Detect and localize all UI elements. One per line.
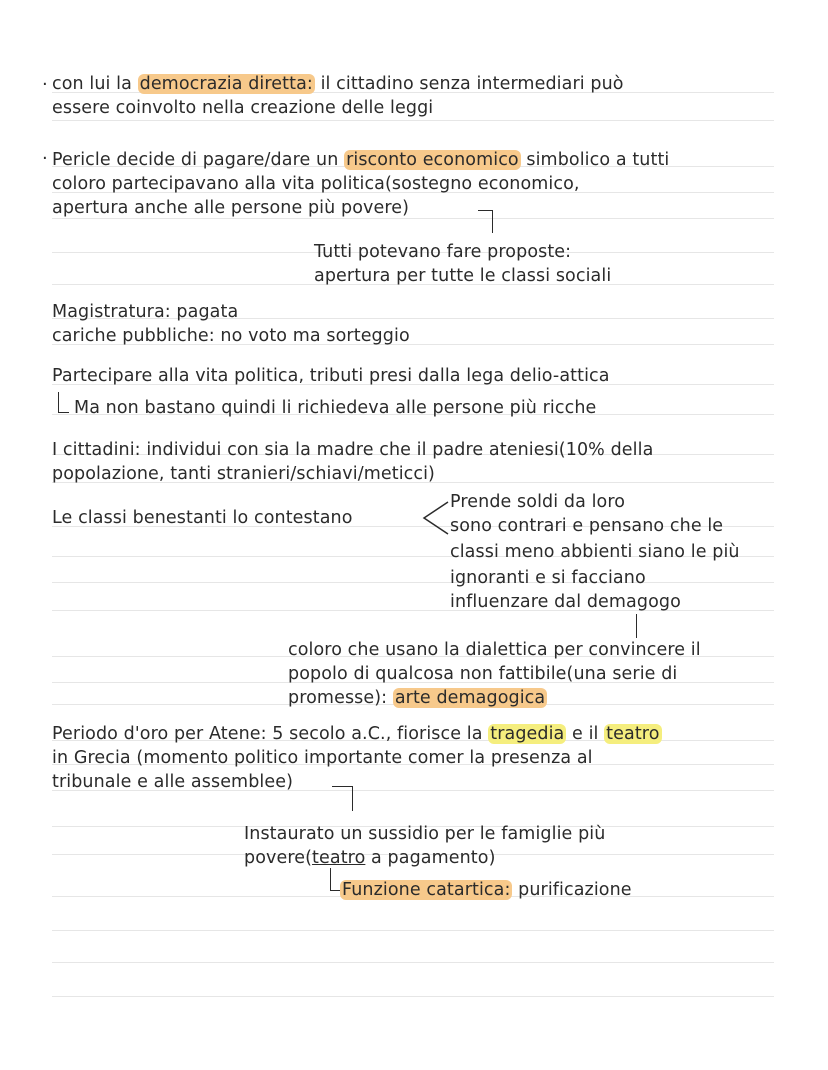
- bullet-dot: ·: [42, 74, 48, 95]
- periodo-line-1: Periodo d'oro per Atene: 5 secolo a.C., fiorisce la tragedia e il teatro: [52, 724, 660, 744]
- highlight-democrazia-diretta: democrazia diretta:: [139, 74, 313, 94]
- periodo-line-3: tribunale e alle assemblee): [52, 772, 294, 792]
- proposte-line-2: apertura per tutte le classi sociali: [314, 266, 612, 286]
- democrazia-line-2: essere coinvolto nella creazione delle leggi: [52, 98, 434, 118]
- highlight-arte-demagogica: arte demagogica: [394, 688, 546, 708]
- benestanti-branch-2-line-2: classi meno abbienti siano le più: [450, 542, 740, 562]
- catartica-line: Funzione catartica: purificazione: [342, 880, 632, 900]
- dialettica-line-3: promesse): arte demagogica: [288, 688, 546, 708]
- connector-bracket: [332, 786, 353, 811]
- cittadini-line-2: popolazione, tanti stranieri/schiavi/meticci): [52, 464, 435, 484]
- benestanti-branch-2-line-3: ignoranti e si facciano: [450, 568, 646, 588]
- branch-bracket: [420, 498, 450, 538]
- pericle-line-3: apertura anche alle persone più povere): [52, 198, 410, 218]
- connector-bracket: [478, 210, 493, 233]
- democrazia-line-1: con lui la democrazia diretta: il cittadino senza intermediari può: [52, 74, 624, 94]
- magistratura-line-2: cariche pubbliche: no voto ma sorteggio: [52, 326, 410, 346]
- sussidio-line-2: povere(teatro a pagamento): [244, 848, 496, 868]
- highlight-teatro: teatro: [606, 724, 660, 744]
- sussidio-line-1: Instaurato un sussidio per le famiglie più: [244, 824, 606, 844]
- benestanti-branch-2-line-4: influenzare dal demagogo: [450, 592, 681, 612]
- magistratura-line-1: Magistratura: pagata: [52, 302, 239, 322]
- tributi-line-1: Partecipare alla vita politica, tributi presi dalla lega delio-attica: [52, 366, 610, 386]
- connector-corner: [58, 392, 69, 413]
- ruled-line: [52, 962, 774, 963]
- proposte-line-1: Tutti potevano fare proposte:: [314, 242, 572, 262]
- bullet-dot: ·: [42, 148, 48, 169]
- dialettica-line-1: coloro che usano la dialettica per convincere il: [288, 640, 701, 660]
- pericle-line-1: Pericle decide di pagare/dare un risconto economico simbolico a tutti: [52, 150, 670, 170]
- benestanti-branch-1: Prende soldi da loro: [450, 492, 626, 512]
- underlined-teatro: teatro: [312, 848, 366, 868]
- ruled-line: [52, 582, 774, 583]
- ruled-line: [52, 930, 774, 931]
- benestanti-branch-2-line-1: sono contrari e pensano che le: [450, 516, 724, 536]
- connector-line: [636, 614, 637, 638]
- periodo-line-2: in Grecia (momento politico importante comer la presenza al: [52, 748, 593, 768]
- pericle-line-2: coloro partecipavano alla vita politica(sostegno economico,: [52, 174, 580, 194]
- cittadini-line-1: I cittadini: individui con sia la madre che il padre ateniesi(10% della: [52, 440, 654, 460]
- highlight-funzione-catartica: Funzione catartica:: [342, 880, 511, 900]
- highlight-tragedia: tragedia: [490, 724, 565, 744]
- benestanti-main: Le classi benestanti lo contestano: [52, 508, 353, 528]
- tributi-line-2: Ma non bastano quindi li richiedeva alle persone più ricche: [74, 398, 597, 418]
- ruled-line: [52, 996, 774, 997]
- dialettica-line-2: popolo di qualcosa non fattibile(una serie di: [288, 664, 678, 684]
- ruled-line: [52, 120, 774, 121]
- highlight-risconto-economico: risconto economico: [346, 150, 519, 170]
